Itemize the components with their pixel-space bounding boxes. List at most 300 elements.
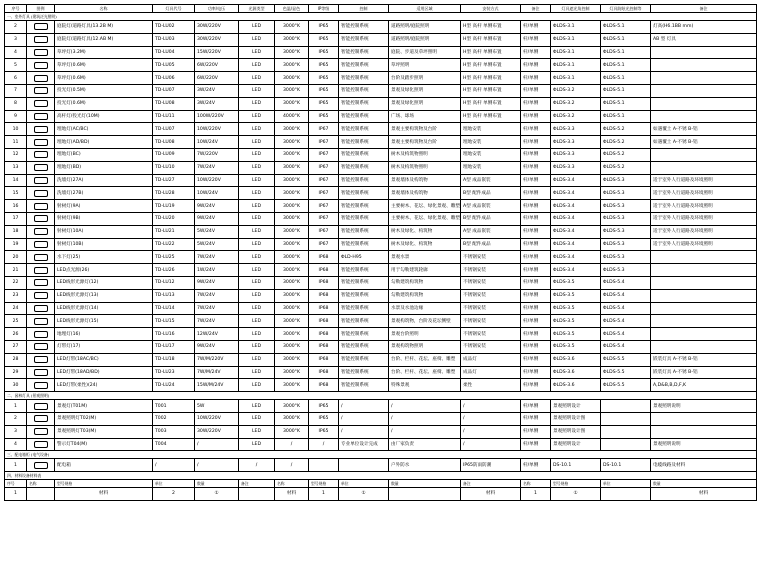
cell-mount: 不锈钢安装	[461, 289, 521, 302]
legend-symbol-cell	[27, 46, 55, 59]
cell-pw: 7W/24V	[195, 302, 239, 315]
cell-temp: 3000°K	[275, 366, 309, 379]
material-cell: 1	[5, 488, 27, 501]
cell-area: /	[389, 412, 461, 425]
cell-note: 杆/单侧	[521, 340, 551, 353]
cell-pw: /	[195, 438, 239, 451]
cell-g2: ΦLDS-5.3	[601, 187, 651, 200]
legend-symbol-icon	[34, 267, 48, 274]
cell-code: /	[153, 459, 195, 472]
cell-area: 由厂家负责	[389, 438, 461, 451]
material-column-header: 备注	[239, 480, 275, 488]
cell-rem	[651, 302, 757, 315]
table-row	[5, 225, 757, 238]
cell-no: 30	[5, 379, 27, 392]
material-column-header: 数量	[651, 480, 757, 488]
cell-src: LED	[239, 412, 275, 425]
cell-rem: 适于室外人行道路及环境照明	[651, 238, 757, 251]
cell-g1: ΦLDS-3.4	[551, 238, 601, 251]
cell-src: LED	[239, 123, 275, 136]
cell-ip: IP65	[309, 33, 339, 46]
column-header: 图例	[27, 5, 55, 13]
cell-code: T003	[153, 425, 195, 438]
cell-g2: ΦLDS-5.4	[601, 276, 651, 289]
cell-g1: ΦLDS-3.3	[551, 136, 601, 149]
legend-symbol-cell	[27, 400, 55, 413]
cell-temp: 3000°K	[275, 187, 309, 200]
cell-rem	[651, 340, 757, 353]
cell-rem	[651, 412, 757, 425]
cell-note: 杆/单侧	[521, 379, 551, 392]
cell-code: TD-LU20	[153, 212, 195, 225]
cell-mount: 不锈钢安装	[461, 328, 521, 341]
cell-note: 杆/单侧	[521, 264, 551, 277]
legend-symbol-cell	[27, 379, 55, 392]
cell-ip: IP67	[309, 123, 339, 136]
legend-symbol-cell	[27, 289, 55, 302]
cell-temp: 3000°K	[275, 33, 309, 46]
legend-symbol-icon	[34, 382, 48, 389]
cell-mount: H型 高杆 单侧布置	[461, 97, 521, 110]
cell-mount: 不锈钢安装	[461, 276, 521, 289]
cell-ip: IP67	[309, 200, 339, 213]
cell-rem	[651, 251, 757, 264]
cell-g1: 景观照明设计	[551, 400, 601, 413]
cell-temp: 3000°K	[275, 21, 309, 34]
legend-symbol-cell	[27, 161, 55, 174]
cell-pw: 30W/220V	[195, 21, 239, 34]
cell-code: TD-LU14	[153, 302, 195, 315]
cell-code: TD-LU12	[153, 276, 195, 289]
cell-no: 6	[5, 72, 27, 85]
cell-area: /	[389, 425, 461, 438]
cell-rem: 如遇覆土 A-不锈 B-铝	[651, 123, 757, 136]
table-row	[5, 425, 757, 438]
cell-code: TD-LU09	[153, 148, 195, 161]
material-column-header: 型号规格	[551, 480, 601, 488]
legend-symbol-cell	[27, 315, 55, 328]
cell-g2: ΦLDS-5.3	[601, 212, 651, 225]
cell-g1: ΦLDS-3.3	[551, 148, 601, 161]
legend-symbol-icon	[34, 100, 48, 107]
cell-mount: H型 高杆 单侧布置	[461, 33, 521, 46]
table-row	[5, 251, 757, 264]
cell-g2: ΦLDS-5.4	[601, 302, 651, 315]
cell-ip: IP67	[309, 174, 339, 187]
cell-name: 灯带灯(17)	[55, 340, 153, 353]
cell-g1: ΦLDS-3.4	[551, 251, 601, 264]
legend-symbol-icon	[34, 254, 48, 261]
cell-ctrl: 智能控制系统	[339, 212, 389, 225]
cell-g1: ΦLDS-3.4	[551, 200, 601, 213]
cell-pw: 30W/220V	[195, 33, 239, 46]
cell-src: LED	[239, 366, 275, 379]
cell-code: TD-LU07	[153, 123, 195, 136]
cell-area: 景观水景	[389, 251, 461, 264]
cell-name: 投光灯(0.6M)	[55, 97, 153, 110]
cell-g2	[601, 400, 651, 413]
cell-temp: 3000°K	[275, 97, 309, 110]
cell-area: 景观及绿化照明	[389, 84, 461, 97]
cell-name: 庭院灯/道路灯具(13.2B M)	[55, 21, 153, 34]
material-row	[5, 488, 757, 501]
legend-symbol-icon	[34, 126, 48, 133]
cell-no: 5	[5, 59, 27, 72]
cell-ctrl: 智能控制系统	[339, 200, 389, 213]
cell-area: 主要树木、花坛、绿化景观、雕塑	[389, 200, 461, 213]
column-header: 灯具遮光角控制	[551, 5, 601, 13]
table-row	[5, 46, 757, 59]
cell-temp: 3000°K	[275, 174, 309, 187]
legend-symbol-icon	[34, 415, 48, 422]
column-header: 色温/显色	[275, 5, 309, 13]
cell-note: 杆/单侧	[521, 425, 551, 438]
cell-mount: /	[461, 400, 521, 413]
cell-no: 15	[5, 187, 27, 200]
cell-temp: 3000°K	[275, 302, 309, 315]
cell-ip: /	[309, 438, 339, 451]
cell-pw: 7W/24V	[195, 161, 239, 174]
legend-symbol-icon	[34, 356, 48, 363]
cell-no: 20	[5, 251, 27, 264]
cell-pw: 7W/M/220V	[195, 353, 239, 366]
cell-name: 配电箱	[55, 459, 153, 472]
cell-mount: 埋地安装	[461, 148, 521, 161]
cell-name: 埋地灯(AC/BC)	[55, 123, 153, 136]
cell-code: TD-LU04	[153, 46, 195, 59]
cell-name: LED线形光源灯(12)	[55, 276, 153, 289]
cell-mount: 不锈钢安装	[461, 315, 521, 328]
material-cell: ①	[195, 488, 239, 501]
cell-g1: ΦLDS-3.2	[551, 110, 601, 123]
legend-symbol-cell	[27, 33, 55, 46]
cell-ip: IP65	[309, 412, 339, 425]
cell-ip: IP68	[309, 366, 339, 379]
column-header: 备注	[651, 5, 757, 13]
table-row	[5, 340, 757, 353]
cell-mount: 不锈钢安装	[461, 340, 521, 353]
cell-note: 杆/单侧	[521, 315, 551, 328]
legend-symbol-icon	[34, 190, 48, 197]
cell-code: TD-LU06	[153, 72, 195, 85]
cell-area: 台阶及踏步照明	[389, 72, 461, 85]
cell-temp: 3000°K	[275, 276, 309, 289]
cell-src: LED	[239, 110, 275, 123]
table-row	[5, 328, 757, 341]
cell-g2: ΦLDS-5.5	[601, 379, 651, 392]
cell-code: TD-LU19	[153, 200, 195, 213]
cell-g1: 景观照明设计图	[551, 412, 601, 425]
cell-mount: B型 配件成品	[461, 212, 521, 225]
material-header-row	[5, 480, 757, 488]
cell-note: 杆/单侧	[521, 72, 551, 85]
cell-g1: ΦLDS-3.5	[551, 302, 601, 315]
legend-symbol-icon	[34, 62, 48, 69]
cell-no: 8	[5, 97, 27, 110]
cell-area: 树木及绿化、构筑物	[389, 225, 461, 238]
legend-symbol-cell	[27, 225, 55, 238]
cell-area: 景观构筑物，台阶及花坛侧壁	[389, 315, 461, 328]
cell-g1: ΦLDS-3.4	[551, 187, 601, 200]
cell-g1: ΦLDS-3.4	[551, 264, 601, 277]
cell-code: TD-LU15	[153, 315, 195, 328]
cell-name: LED线形光源灯(13)	[55, 289, 153, 302]
cell-area: /	[389, 400, 461, 413]
cell-no: 11	[5, 136, 27, 149]
section-title: 三、配电箱柜 (电气设备)	[5, 451, 757, 459]
cell-name: 景观照明灯T02(M)	[55, 412, 153, 425]
cell-note: 杆/单侧	[521, 302, 551, 315]
cell-note: 杆/单侧	[521, 21, 551, 34]
cell-pw: 5W/24V	[195, 238, 239, 251]
cell-pw: 1W/24V	[195, 264, 239, 277]
cell-no: 25	[5, 315, 27, 328]
cell-name: 草坪灯(0.6M)	[55, 72, 153, 85]
material-cell	[27, 488, 55, 501]
cell-temp: 3000°K	[275, 328, 309, 341]
cell-temp: 3000°K	[275, 412, 309, 425]
cell-ctrl: 智能控制系统	[339, 340, 389, 353]
cell-note: 杆/单侧	[521, 174, 551, 187]
cell-g1: ΦLDS-3.6	[551, 379, 601, 392]
cell-note: 杆/单侧	[521, 459, 551, 472]
cell-ip: IP68	[309, 379, 339, 392]
cell-name: LED线形光源灯(14)	[55, 302, 153, 315]
cell-temp: 3000°K	[275, 379, 309, 392]
cell-ip: IP65	[309, 46, 339, 59]
cell-ip: IP68	[309, 251, 339, 264]
cell-g2: ΦLDS-5.1	[601, 21, 651, 34]
cell-temp: 3000°K	[275, 289, 309, 302]
cell-name: 水下灯(25)	[55, 251, 153, 264]
cell-mount: IP65防雨防潮	[461, 459, 521, 472]
cell-src: LED	[239, 264, 275, 277]
cell-ip: IP65	[309, 84, 339, 97]
cell-mount: H型 高杆 单侧布置	[461, 72, 521, 85]
cell-ip	[309, 459, 339, 472]
cell-g1: ΦLDS-3.1	[551, 21, 601, 34]
cell-src: LED	[239, 161, 275, 174]
cell-g2: ΦLDS-5.3	[601, 200, 651, 213]
cell-g2: ΦLDS-5.2	[601, 136, 651, 149]
legend-symbol-cell	[27, 238, 55, 251]
cell-area: 景观墙体及构筑物	[389, 174, 461, 187]
cell-ip: IP68	[309, 276, 339, 289]
cell-src: LED	[239, 400, 275, 413]
cell-ip: IP67	[309, 212, 339, 225]
table-row	[5, 353, 757, 366]
cell-no: 4	[5, 438, 27, 451]
cell-no: 27	[5, 340, 27, 353]
table-row	[5, 161, 757, 174]
cell-mount: H型 高杆 单侧布置	[461, 84, 521, 97]
cell-src: LED	[239, 46, 275, 59]
cell-g2: ΦLDS-5.2	[601, 148, 651, 161]
cell-temp: 3000°K	[275, 59, 309, 72]
cell-no: 1	[5, 400, 27, 413]
table-row	[5, 238, 757, 251]
cell-no: 1	[5, 459, 27, 472]
cell-src: LED	[239, 328, 275, 341]
legend-symbol-cell	[27, 174, 55, 187]
cell-mount: B型 配件成品	[461, 187, 521, 200]
cell-pw: 9W/24V	[195, 200, 239, 213]
cell-name: LED点光源(26)	[55, 264, 153, 277]
cell-area: 户外防水	[389, 459, 461, 472]
cell-pw: 3W/24V	[195, 97, 239, 110]
cell-code: TD-LU27	[153, 174, 195, 187]
cell-temp: 3000°K	[275, 225, 309, 238]
cell-rem	[651, 289, 757, 302]
legend-symbol-icon	[34, 215, 48, 222]
legend-symbol-icon	[34, 428, 48, 435]
cell-mount: 埋地安装	[461, 123, 521, 136]
cell-g1: ΦLDS-3.3	[551, 123, 601, 136]
cell-g2: ΦLDS-5.1	[601, 46, 651, 59]
cell-g2: ΦLDS-5.1	[601, 33, 651, 46]
cell-name: LED线形光源灯(15)	[55, 315, 153, 328]
cell-name: 埋地灯(AD/BD)	[55, 136, 153, 149]
cell-name: 洗墙灯(27A)	[55, 174, 153, 187]
cell-ctrl: 智能控制系统	[339, 289, 389, 302]
cell-rem: 电缆线路及材料	[651, 459, 757, 472]
cell-src: LED	[239, 302, 275, 315]
cell-rem: 适于室外人行道路及环境照明	[651, 225, 757, 238]
cell-ctrl: 智能控制系统	[339, 315, 389, 328]
cell-code: T001	[153, 400, 195, 413]
cell-area: 用于勾勒建筑轮廓	[389, 264, 461, 277]
cell-pw: 7W/24V	[195, 251, 239, 264]
cell-ip: IP67	[309, 161, 339, 174]
section-row	[5, 472, 757, 480]
cell-name: LED灯带(柔性)(24)	[55, 379, 153, 392]
legend-symbol-icon	[34, 331, 48, 338]
cell-pw: 5W	[195, 400, 239, 413]
cell-pw: 5W/24V	[195, 225, 239, 238]
cell-pw: 7W/24V	[195, 289, 239, 302]
legend-symbol-cell	[27, 366, 55, 379]
material-column-header: 备注	[461, 480, 521, 488]
cell-ctrl: 智能控制系统	[339, 84, 389, 97]
cell-g1: ΦLDS-3.1	[551, 46, 601, 59]
cell-name: LED灯带(18AC/BC)	[55, 353, 153, 366]
table-row	[5, 174, 757, 187]
cell-mount: /	[461, 438, 521, 451]
legend-symbol-cell	[27, 264, 55, 277]
cell-ctrl	[339, 459, 389, 472]
cell-rem	[651, 148, 757, 161]
cell-area: 景观台阶照明	[389, 328, 461, 341]
cell-ctrl: /	[339, 412, 389, 425]
cell-note: 杆/单侧	[521, 400, 551, 413]
legend-symbol-cell	[27, 353, 55, 366]
cell-src: LED	[239, 59, 275, 72]
cell-note: 杆/单侧	[521, 97, 551, 110]
material-cell: 材料	[55, 488, 153, 501]
cell-rem: 如遇覆土 A-不锈 B-铝	[651, 136, 757, 149]
cell-area: 树木及构筑物照明	[389, 161, 461, 174]
legend-symbol-cell	[27, 302, 55, 315]
cell-rem: AB 型 灯具	[651, 33, 757, 46]
cell-pw: 15W/220V	[195, 46, 239, 59]
cell-name: 景观灯(T01M)	[55, 400, 153, 413]
legend-symbol-icon	[34, 87, 48, 94]
cell-no: 23	[5, 289, 27, 302]
legend-symbol-cell	[27, 110, 55, 123]
section-title: 二、园林灯具 (景观照明)	[5, 392, 757, 400]
legend-symbol-icon	[34, 441, 48, 448]
cell-mount: A型 成品嵌装	[461, 174, 521, 187]
cell-rem: 灯高(H6.1BB mm)	[651, 21, 757, 34]
cell-g2: ΦLDS-5.4	[601, 289, 651, 302]
cell-ip: IP68	[309, 353, 339, 366]
cell-mount: H型 高杆 单侧布置	[461, 21, 521, 34]
cell-temp: 3000°K	[275, 46, 309, 59]
cell-ip: IP67	[309, 225, 339, 238]
cell-ctrl: 智能控制系统	[339, 225, 389, 238]
cell-no: 18	[5, 225, 27, 238]
cell-note: 杆/单侧	[521, 212, 551, 225]
cell-ip: IP68	[309, 302, 339, 315]
cell-code: TD-LU16	[153, 328, 195, 341]
cell-g2: ΦLDS-5.4	[601, 340, 651, 353]
cell-note: 杆/单侧	[521, 328, 551, 341]
cell-no: 3	[5, 33, 27, 46]
cell-src: LED	[239, 353, 275, 366]
cell-no: 22	[5, 276, 27, 289]
cell-no: 28	[5, 353, 27, 366]
cell-g1: ΦLDS-3.1	[551, 72, 601, 85]
cell-pw: /	[195, 459, 239, 472]
cell-code: TD-LU23	[153, 366, 195, 379]
cell-temp: 3000°K	[275, 148, 309, 161]
cell-ctrl: 智能控制系统	[339, 46, 389, 59]
cell-name: 射树灯(10A)	[55, 225, 153, 238]
cell-area: 勾勒建筑构筑物	[389, 289, 461, 302]
table-row	[5, 302, 757, 315]
cell-ctrl: 智能控制系统	[339, 353, 389, 366]
cell-no: 21	[5, 264, 27, 277]
legend-symbol-icon	[34, 113, 48, 120]
material-column-header: 单位	[601, 480, 651, 488]
cell-src: LED	[239, 200, 275, 213]
cell-ip: IP67	[309, 136, 339, 149]
cell-name: 射树灯(9B)	[55, 212, 153, 225]
legend-symbol-icon	[34, 36, 48, 43]
cell-ctrl: 专业单位设计完成	[339, 438, 389, 451]
cell-no: 3	[5, 425, 27, 438]
material-column-header: 数量	[389, 480, 461, 488]
cell-note: 杆/单侧	[521, 46, 551, 59]
cell-note: 杆/单侧	[521, 238, 551, 251]
cell-note: 杆/单侧	[521, 84, 551, 97]
cell-area: 景观构筑物照明	[389, 340, 461, 353]
table-row	[5, 84, 757, 97]
cell-name: 投光灯(0.5M)	[55, 84, 153, 97]
cell-g1: ΦLDS-3.5	[551, 315, 601, 328]
cell-rem	[651, 161, 757, 174]
cell-ip: IP68	[309, 328, 339, 341]
material-cell	[389, 488, 461, 501]
cell-rem	[651, 97, 757, 110]
cell-pw: 6W/220V	[195, 72, 239, 85]
cell-code: TD-LU13	[153, 289, 195, 302]
section-title: 四、材料设备材料表	[5, 472, 757, 480]
material-column-header: 名称	[521, 480, 551, 488]
cell-pw: 3W/24V	[195, 84, 239, 97]
cell-src: LED	[239, 97, 275, 110]
legend-symbol-cell	[27, 276, 55, 289]
